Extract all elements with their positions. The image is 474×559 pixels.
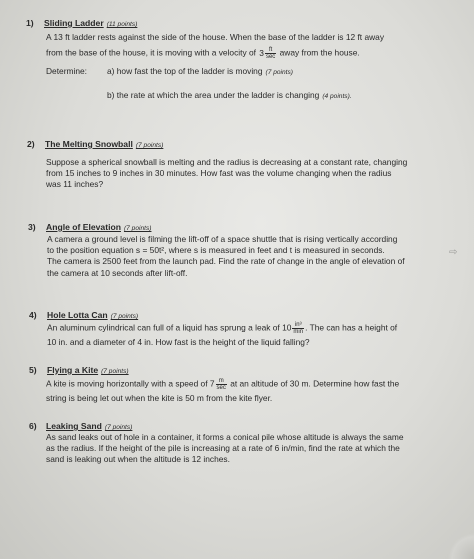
- problem-text: [46, 32, 444, 61]
- part-a: [107, 66, 293, 78]
- part-b-text: b) the rate at which the area under the ladder is changing: [107, 90, 320, 100]
- problem-text: [46, 378, 444, 404]
- text-line: to the position equation s = 50t², where s is measured in feet and t is measured in seconds.: [47, 245, 385, 256]
- problem-title-text: Angle of Elevation: [46, 222, 121, 232]
- problem-number: 5): [29, 365, 37, 375]
- problem-title-text: Hole Lotta Can: [47, 310, 108, 320]
- velocity-fraction: [265, 47, 276, 60]
- problem-points: (7 points): [123, 225, 152, 232]
- problem-title: [44, 18, 137, 30]
- problem-points: (7 points): [101, 368, 129, 375]
- text-line: [46, 47, 444, 61]
- text-line: As sand leaks out of hole in a container, it forms a conical pile whose altitude is always the same: [46, 432, 404, 442]
- fraction-denominator: min: [293, 329, 304, 335]
- problem-text: [47, 234, 444, 279]
- text-line: [46, 378, 444, 392]
- problem-title: [46, 222, 151, 234]
- fraction-numerator: m: [216, 378, 227, 385]
- problem-text: [46, 157, 444, 191]
- fraction-numerator: ft: [265, 47, 276, 54]
- text-segment: A kite is moving horizontally with a speed of 7: [46, 378, 215, 389]
- page-corner-shadow: [448, 533, 474, 559]
- problem-points: (7 points): [110, 313, 139, 320]
- text-line: string is being let out when the kite is 50 m from the kite flyer.: [46, 393, 273, 403]
- text-line: Suppose a spherical snowball is melting and the radius is decreasing at a constant rate, changing: [46, 157, 408, 167]
- problem-title: [47, 310, 138, 322]
- part-a-text: a) how fast the top of the ladder is moving: [107, 66, 263, 76]
- problem-points: (7 points): [104, 424, 133, 431]
- problem-points: (11 points): [106, 21, 138, 28]
- text-segment: . The can has a height of: [305, 322, 398, 333]
- text-line: from 15 inches to 9 inches in 30 minutes. How fast was the volume changing when the radius: [46, 168, 392, 179]
- text-line: the camera at 10 seconds after lift-off.: [47, 267, 188, 278]
- problem-text: [46, 432, 444, 466]
- part-b-points: (4 points).: [322, 93, 352, 100]
- text-line: A 13 ft ladder rests against the side of the house. When the base of the ladder is 12 ft away: [46, 32, 385, 42]
- problem-points: (7 points): [135, 142, 164, 149]
- speed-fraction: [216, 378, 227, 391]
- problem-number: 2): [27, 139, 35, 149]
- leak-rate-fraction: [292, 322, 304, 335]
- arrow-mark-icon: ⇨: [449, 247, 458, 258]
- problem-number: 3): [28, 222, 36, 232]
- text-line: as the radius. If the height of the pile is increasing at a rate of 6 in/min, find the rate at which the: [46, 443, 400, 454]
- text-line: The camera is 2500 feet from the launch pad. Find the rate of change in the angle of elevation of: [47, 256, 405, 267]
- problem-title: [45, 139, 163, 151]
- part-a-points: (7 points): [265, 69, 293, 76]
- problem-title-text: The Melting Snowball: [45, 139, 133, 149]
- text-line: was 11 inches?: [46, 179, 104, 190]
- text-segment: An aluminum cylindrical can full of a liquid has sprung a leak of 10: [47, 322, 292, 333]
- text-segment: at an altitude of 30 m. Determine how fast the: [230, 378, 400, 389]
- fraction-denominator: sec: [216, 385, 226, 391]
- problem-title-text: Leaking Sand: [46, 421, 102, 431]
- problem-title-text: Flying a Kite: [47, 365, 99, 375]
- velocity-whole: 3: [259, 47, 264, 58]
- text-line: 10 in. and a diameter of 4 in. How fast is the height of the liquid falling?: [47, 337, 310, 347]
- text-segment: from the base of the house, it is moving with a velocity of: [46, 47, 256, 58]
- text-segment: away from the house.: [279, 47, 360, 58]
- text-line: sand is leaking out when the altitude is 12 inches.: [46, 454, 230, 465]
- text-line: A camera a ground level is filming the lift-off of a space shuttle that is rising vertically according: [47, 234, 398, 244]
- text-line: [47, 322, 444, 336]
- determine-label: Determine:: [46, 66, 87, 76]
- part-b: [107, 90, 352, 102]
- problem-number: 1): [26, 18, 34, 28]
- fraction-numerator: in³: [292, 322, 304, 329]
- problem-number: 4): [29, 310, 37, 320]
- problem-text: [47, 322, 444, 348]
- problem-title-text: Sliding Ladder: [44, 18, 104, 28]
- problem-number: 6): [29, 421, 37, 431]
- problem-title: [47, 365, 129, 377]
- fraction-denominator: sec: [265, 54, 276, 61]
